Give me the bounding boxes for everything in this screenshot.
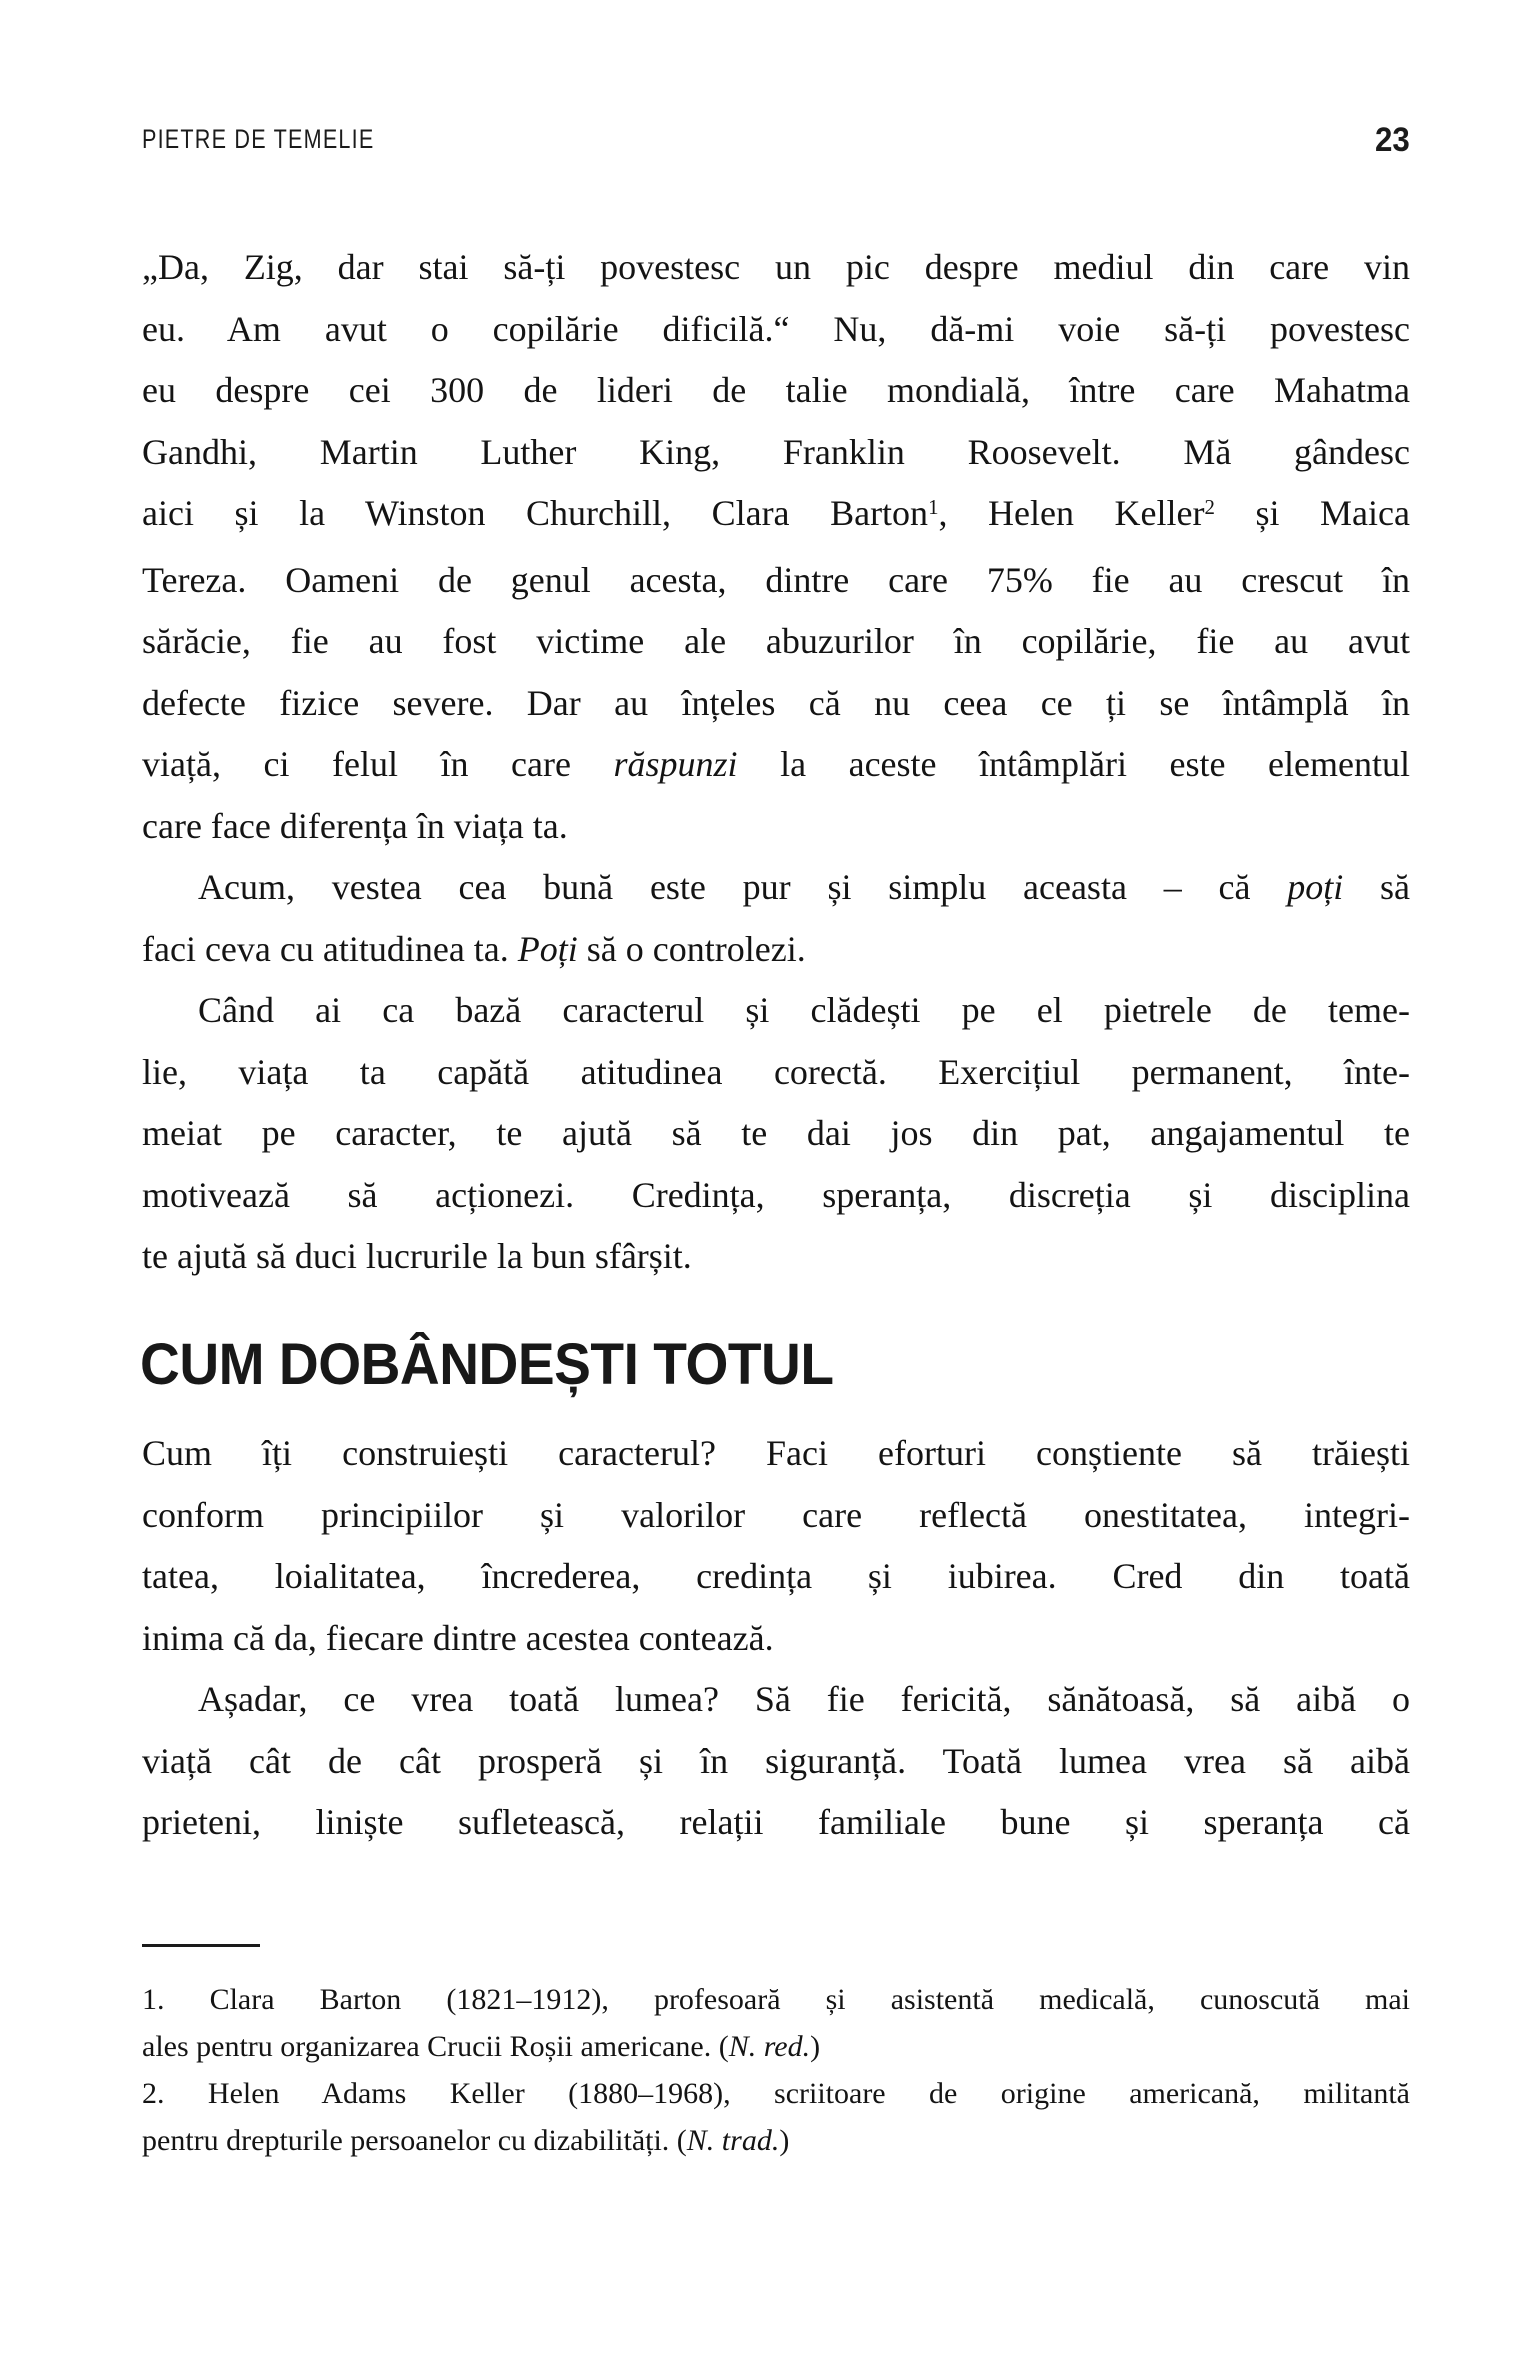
running-head: PIETRE DE TEMELIE	[142, 124, 375, 154]
section-heading: CUM DOBÂNDEȘTI TOTUL	[140, 1332, 834, 1397]
text-line: lie, viața ta capătă atitudinea corectă. Exercițiul permanent, înte-	[142, 1051, 1410, 1092]
page-number: 23	[1375, 121, 1410, 159]
text-line: Cum îți construiești caracterul? Faci eforturi conștiente să trăiești	[142, 1433, 1410, 1473]
text-line: ales pentru organizarea Crucii Roșii americane. (N. red.)	[142, 2030, 821, 2063]
text-line: te ajută să duci lucrurile la bun sfârșit.	[142, 1236, 692, 1276]
text-line: viață cât de cât prosperă și în siguranță. Toată lumea vrea să aibă	[142, 1740, 1410, 1781]
text-line: inima că da, fiecare dintre acestea contează.	[142, 1617, 774, 1658]
text-line: Acum, vestea cea bună este pur și simplu aceasta – că poți să	[198, 867, 1410, 907]
text-line: care face diferența în viața ta.	[142, 805, 568, 846]
text-line: aici și la Winston Churchill, Clara Barton$^1$, Helen Keller$^2$ și Maica	[142, 493, 1410, 533]
text-line: Tereza. Oameni de genul acesta, dintre care 75% fie au crescut în	[142, 559, 1410, 600]
text-line: meiat pe caracter, te ajută să te dai jos din pat, angajamentul te	[142, 1113, 1410, 1153]
text-line: prieteni, liniște sufletească, relații familiale bune și speranța că	[142, 1802, 1410, 1842]
text-line: Gandhi, Martin Luther King, Franklin Roosevelt. Mă gândesc	[142, 431, 1410, 472]
body-text-block-2	[142, 1423, 1410, 1854]
text-line: defecte fizice severe. Dar au înțeles că nu ceea ce ți se întâmplă în	[142, 682, 1410, 723]
footnote-divider	[142, 1944, 260, 1947]
text-line: Așadar, ce vrea toată lumea? Să fie fericită, sănătoasă, să aibă o	[198, 1679, 1410, 1719]
text-line: pentru drepturile persoanelor cu dizabilități. (N. trad.)	[142, 2124, 790, 2157]
body-text-block-1	[142, 237, 1410, 1288]
text-line: conform principiilor și valorilor care reflectă onestitatea, integri-	[142, 1494, 1410, 1535]
text-line: 1. Clara Barton (1821–1912), profesoară și asistentă medicală, cunoscută mai	[142, 1983, 1410, 2016]
text-line: „Da, Zig, dar stai să-ți povestesc un pic despre mediul din care vin	[142, 247, 1410, 287]
text-line: sărăcie, fie au fost victime ale abuzurilor în copilărie, fie au avut	[142, 621, 1410, 661]
text-line: eu despre cei 300 de lideri de talie mondială, între care Mahatma	[142, 370, 1410, 410]
text-line: tatea, loialitatea, încrederea, credința și iubirea. Cred din toată	[142, 1556, 1410, 1596]
footnotes-block	[142, 1976, 1410, 2164]
text-line: Când ai ca bază caracterul și clădești pe el pietrele de teme-	[198, 990, 1410, 1030]
text-line: eu. Am avut o copilărie dificilă.“ Nu, dă-mi voie să-ți povestesc	[142, 308, 1410, 349]
text-line: motivează să acționezi. Credința, speranța, discreția și disciplina	[142, 1174, 1410, 1215]
text-line: viață, ci felul în care răspunzi la aceste întâmplări este elementul	[142, 744, 1410, 784]
text-line: faci ceva cu atitudinea ta. Poți să o controlezi.	[142, 928, 806, 969]
text-line: 2. Helen Adams Keller (1880–1968), scriitoare de origine americană, militantă	[142, 2077, 1410, 2110]
